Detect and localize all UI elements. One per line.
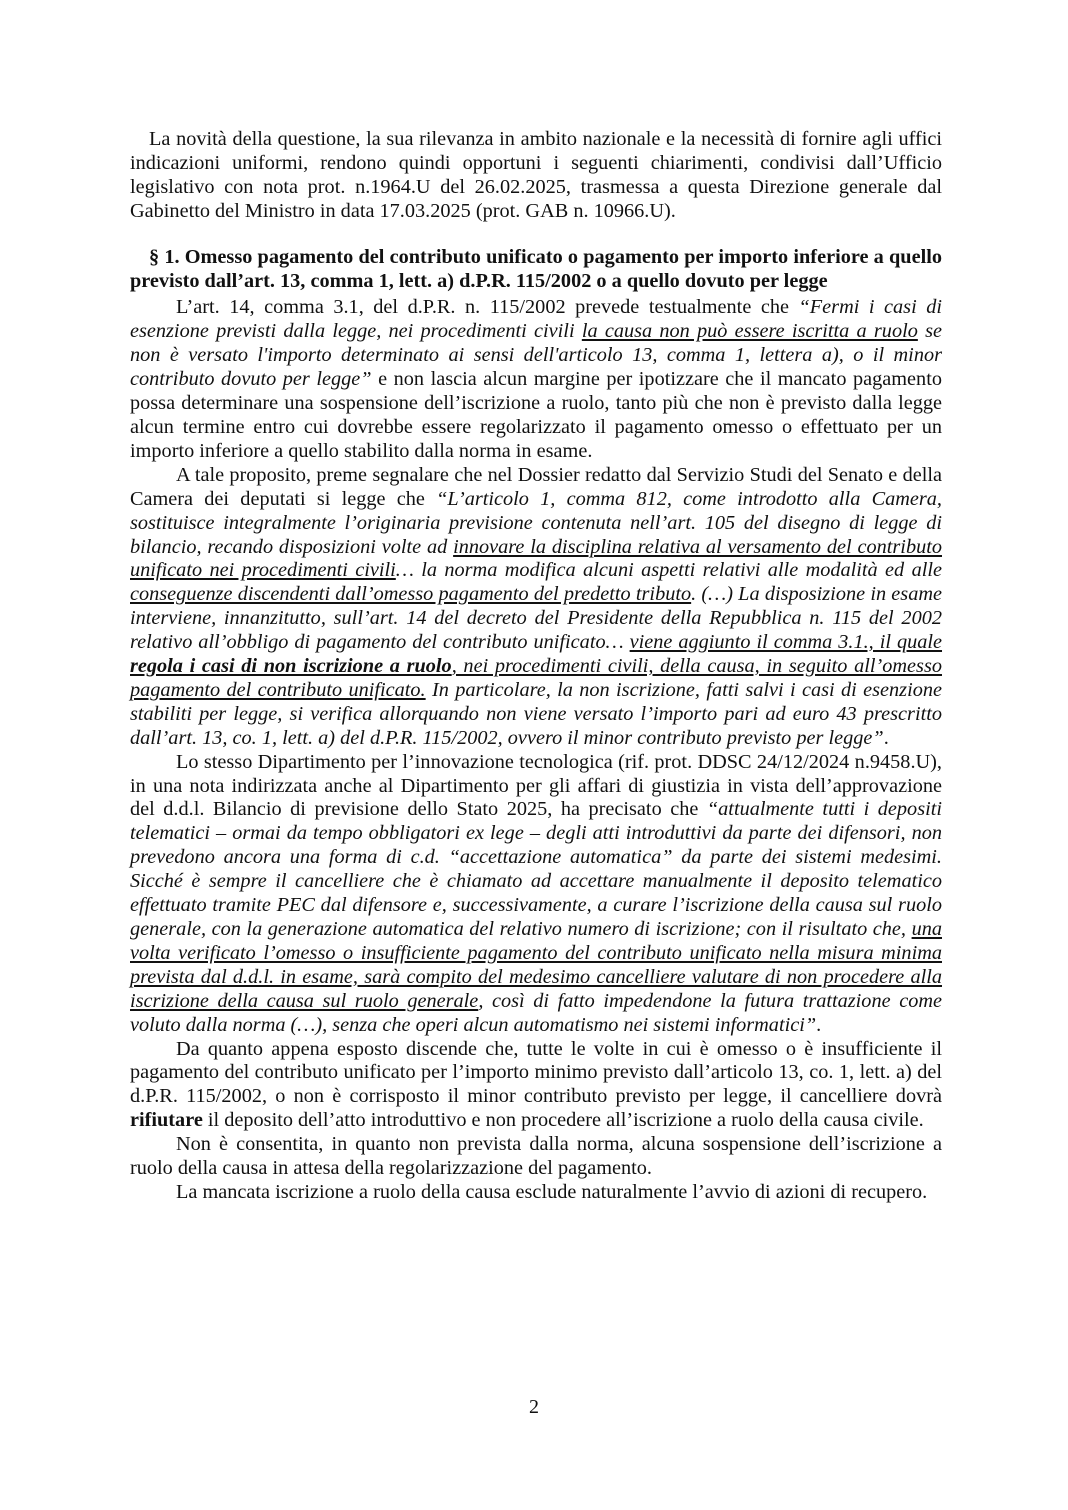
p2-quote-d: In particolare, la non iscrizione, fatti salvi i casi di esenzione stabiliti per legge, si verifica allorquando non viene versato l’importo pari ad euro 43 prescritto dall’art. 13, co. 1, lett. a) del d.P.R. 115/2002, ovvero il minor contributo previsto per legge” — [130, 678, 942, 749]
p1-quote-b: se non è versato l'importo determinato ai sensi dell'articolo 13, comma 1, lettera a), o il minor contributo dovuto per legge” — [130, 320, 942, 391]
p4-text-a: Da quanto appena esposto discende che, tutte le volte in cui è omesso o è insufficiente il pagamento del contributo unificato per l’importo minimo previsto dall’articolo 13, co. 1, lett. a) del d.P.R. 115/2002, o non è corrisposto il minor contributo previsto per legge, il cancelliere dovrà — [130, 1037, 942, 1108]
p3-quote-a: “attualmente tutti i depositi telematici – ormai da tempo obbligatori ex lege – degli atti introduttivi da parte dei difensori, non prevedono ancora una forma di c.d. “accettazione automatica” da parte dei sistemi medesimi. Sicché è sempre il cancelliere che è chiamato ad accettare manualmente il deposito telematico effettuato tramite PEC dal difensore e, successivamente, a curare l’iscrizione della causa sul ruolo generale, con la generazione automatica del relativo numero di iscrizione; con il risultato che, — [130, 798, 942, 940]
p4-bold: rifiutare — [130, 1109, 203, 1132]
paragraph-dossier — [130, 464, 942, 751]
paragraph-no-suspension: Non è consentita, in quanto non prevista dalla norma, alcuna sospensione dell’iscrizione a ruolo della causa in attesa della regolarizzazione del pagamento. — [130, 1133, 942, 1180]
paragraph-no-recovery: La mancata iscrizione a ruolo della causa esclude naturalmente l’avvio di azioni di recupero. — [176, 1180, 928, 1203]
p2-quote-underlined-b: conseguenze discendenti dall’omesso pagamento del predetto tributo — [130, 583, 692, 606]
p2-quote-bold: regola i casi di non iscrizione a ruolo — [130, 655, 452, 678]
document-page — [130, 128, 942, 1205]
intro-paragraph: La novità della questione, la sua rilevanza in ambito nazionale e la necessità di fornire agli uffici indicazioni uniformi, rendono quindi opportuni i seguenti chiarimenti, condivisi dall’Ufficio legislativo con nota prot. n.1964.U del 26.02.2025, trasmessa a questa Direzione generale dal Gabinetto del Ministro in data 17.03.2025 (prot. GAB n. 10966.U). — [130, 128, 942, 222]
p2-quote-underlined-c: viene aggiunto il comma 3.1., il quale — [629, 631, 943, 654]
section-heading: § 1. Omesso pagamento del contributo unificato o pagamento per importo inferiore a quello previsto dall’art. 13, comma 1, lett. a) d.P.R. 115/2002 o a quello dovuto per legge — [130, 245, 942, 292]
p3-text-a: Lo stesso Dipartimento per l’innovazione tecnologica (rif. prot. DDSC 24/12/2024 n.9458.U), in una nota indirizzata anche al Dipartimento per gli affari di giustizia in vista dell’approvazione del d.d.l. Bilancio di previsione dello Stato 2025, ha precisato che — [130, 750, 942, 821]
p2-text-a: A tale proposito, preme segnalare che nel Dossier redatto dal Servizio Studi del Senato e della Camera dei deputati si legge che — [130, 463, 942, 510]
p1-quote-underlined: la causa non può essere iscritta a ruolo — [581, 320, 918, 343]
page-number: 2 — [529, 1396, 539, 1418]
p2-quote-underlined-a: innovare la disciplina relativa al versamento del contributo unificato nei procedimenti civili — [130, 535, 942, 582]
p2-quote-a: “L’articolo 1, comma 812, come introdotto alla Camera, sostituisce integralmente l’originaria previsione contenuta nell’art. 105 del disegno di legge di bilancio, recando disposizioni volte ad — [130, 487, 942, 558]
p2-quote-underlined-d: , nei procedimenti civili, della causa, in seguito all’omesso pagamento del contributo unificato. — [130, 655, 942, 701]
paragraph-art-14 — [130, 296, 942, 463]
p1-text-b: e non lascia alcun margine per ipotizzare che il mancato pagamento possa determinare una sospensione dell’iscrizione a ruolo, tanto più che non è previsto dalla legge alcun termine entro cui dovrebbe essere regolarizzato il pagamento omesso o effettuato per un importo inferiore a quello stabilito dalla norma in esame. — [130, 368, 942, 462]
paragraph-conclusion — [130, 1038, 942, 1134]
p4-text-b: il deposito dell’atto introduttivo e non procedere all’iscrizione a ruolo della causa civile. — [202, 1109, 924, 1132]
p1-text-a: L’art. 14, comma 3.1, del d.P.R. n. 115/2002 prevede testualmente che — [176, 296, 799, 319]
p2-quote-c: . (…) La disposizione in esame interviene, innanzitutto, sull’art. 14 del decreto del Presidente della Repubblica n. 115 del 2002 relativo all’obbligo di pagamento del contributo unificato… — [130, 583, 942, 654]
p1-quote-a: “Fermi i casi di esenzione previsti dalla legge, nei procedimenti civili — [130, 296, 942, 343]
p2-quote-b: … la norma modifica alcuni aspetti relativi alle modalità ed alle — [395, 559, 942, 582]
paragraph-dipartimento — [130, 751, 942, 1038]
p3-text-end: . — [816, 1013, 822, 1036]
p3-quote-underlined: una volta verificato l’omesso o insufficiente pagamento del contributo unificato nella misura minima prevista dal d.d.l. in esame, sarà compito del medesimo cancelliere valutare di non procedere alla iscrizione della causa sul ruolo generale — [130, 918, 942, 1012]
p3-quote-b: , così di fatto impedendone la futura trattazione come voluto dalla norma (…), senza che operi alcun automatismo nei sistemi informatici” — [130, 989, 942, 1036]
p2-text-end: . — [883, 726, 889, 749]
